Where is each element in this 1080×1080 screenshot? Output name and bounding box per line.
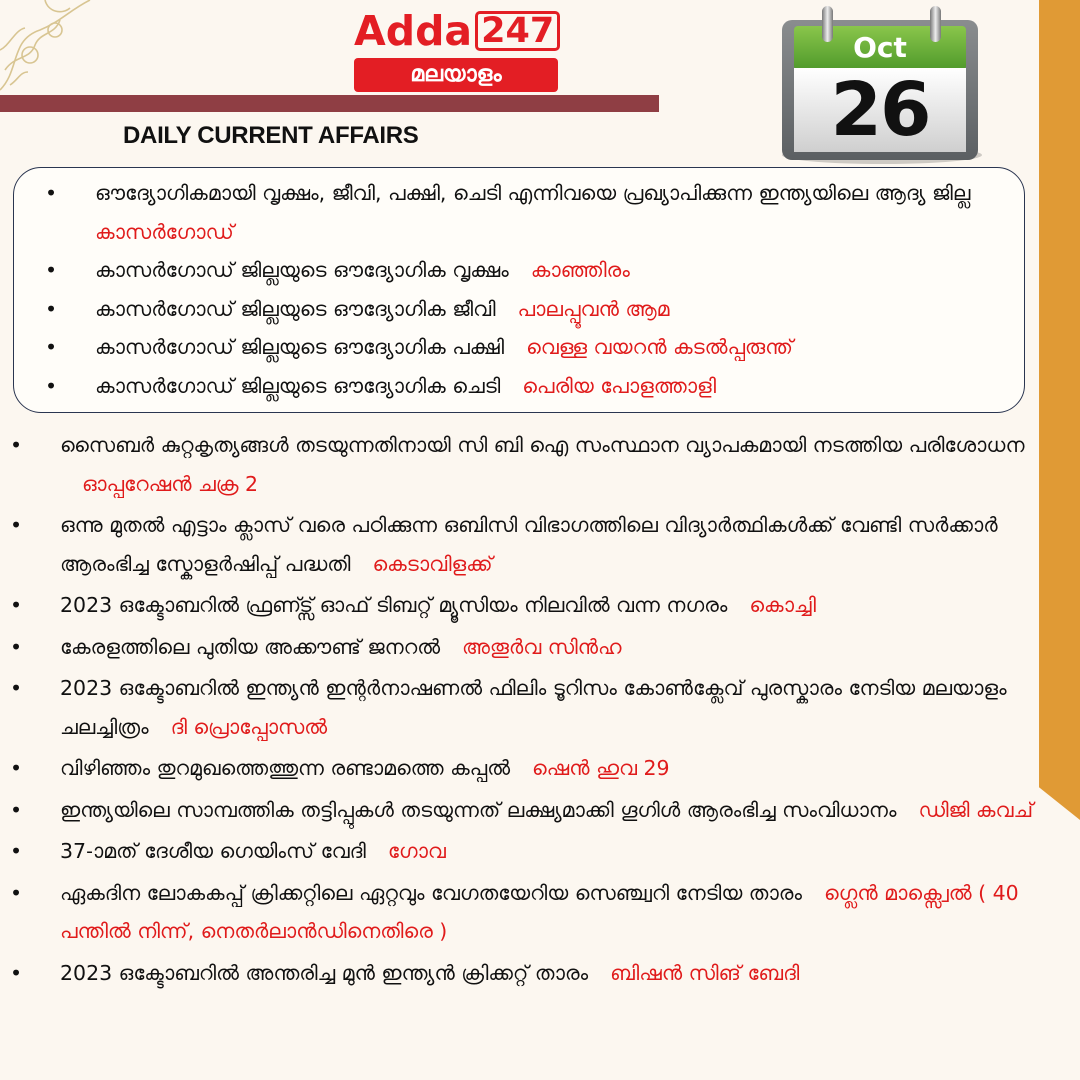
adda247-logo: [352, 8, 560, 92]
list-item: • 2023 ഒക്ടോബറിൽ ഫ്രണ്ട്സ് ഓഫ് ടിബറ്റ് മ്യൂസിയം നിലവിൽ വന്ന നഗരം കൊച്ചി: [10, 593, 816, 617]
answer: പെരിയ പോളത്താളി: [522, 373, 717, 398]
logo-language: മലയാളം: [354, 58, 558, 92]
calendar-icon: [778, 6, 983, 164]
list-item: • കാസർഗോഡ് ജില്ലയുടെ ഔദ്യോഗിക ജീവി പാലപ്പൂവൻ ആമ: [45, 296, 670, 321]
question: വിഴിഞ്ഞം തുറമുഖത്തെത്തുന്ന രണ്ടാമത്തെ കപ്പൽ: [60, 756, 511, 780]
answer: ഷെൻ ഹുവ 29: [532, 756, 670, 780]
list-item: • ഏകദിന ലോകകപ്പ് ക്രിക്കറ്റിലെ ഏറ്റവും വേഗതയേറിയ സെഞ്ച്വറി നേടിയ താരം ഗ്ലെൻ മാക്സ്വെൽ ( 40 പന്തിൽ നിന്ന്, നെതർലാൻഡിനെതിരെ ): [10, 880, 1019, 943]
main-list: [10, 426, 1035, 995]
list-item: • കാസർഗോഡ് ജില്ലയുടെ ഔദ്യോഗിക ചെടി പെരിയ പോളത്താളി: [45, 373, 717, 398]
question: കേരളത്തിലെ പുതിയ അക്കൗണ്ട് ജനറൽ: [60, 634, 441, 659]
side-stripe: [1039, 0, 1080, 820]
answer: വെള്ള വയറൻ കടൽപ്പരുന്ത്: [526, 335, 793, 359]
answer: പാലപ്പൂവൻ ആമ: [517, 296, 670, 321]
answer: ഓപ്പറേഷൻ ചക്ര 2: [82, 471, 259, 496]
header-bar: [0, 95, 659, 112]
question: സൈബർ കുറ്റകൃത്യങ്ങൾ തടയുന്നതിനായി സി ബി ഐ സംസ്ഥാന വ്യാപകമായി നടത്തിയ പരിശോധന: [60, 433, 1025, 457]
corner-ornament: [0, 0, 95, 95]
question: 2023 ഒക്ടോബറിൽ അന്തരിച്ച മുൻ ഇന്ത്യൻ ക്രിക്കറ്റ് താരം: [60, 960, 589, 985]
logo-number: 247: [475, 11, 560, 51]
question: കാസർഗോഡ് ജില്ലയുടെ ഔദ്യോഗിക ചെടി: [95, 373, 501, 398]
question: ഔദ്യോഗികമായി വൃക്ഷം, ജീവി, പക്ഷി, ചെടി എന്നിവയെ പ്രഖ്യാപിക്കുന്ന ഇന്ത്യയിലെ ആദ്യ ജില്ല: [95, 181, 971, 205]
list-item: • സൈബർ കുറ്റകൃത്യങ്ങൾ തടയുന്നതിനായി സി ബി ഐ സംസ്ഥാന വ്യാപകമായി നടത്തിയ പരിശോധനഓപ്പറേഷൻ ചക്ര 2: [10, 433, 1025, 496]
question: കാസർഗോഡ് ജില്ലയുടെ ഔദ്യോഗിക ജീവി: [95, 296, 496, 321]
list-item: • വിഴിഞ്ഞം തുറമുഖത്തെത്തുന്ന രണ്ടാമത്തെ കപ്പൽ ഷെൻ ഹുവ 29: [10, 756, 670, 780]
question: ഏകദിന ലോകകപ്പ് ക്രിക്കറ്റിലെ ഏറ്റവും വേഗതയേറിയ സെഞ്ച്വറി നേടിയ താരം: [60, 880, 802, 905]
logo-name: Adda: [354, 7, 473, 55]
answer: കെടാവിളക്ക്: [372, 551, 493, 576]
list-item: • ഒന്നു മുതൽ എട്ടാം ക്ലാസ് വരെ പഠിക്കുന്ന ഒബിസി വിഭാഗത്തിലെ വിദ്യാർത്ഥികൾക്ക് വേണ്ടി സർക്കാർ ആരംഭിച്ച സ്കോളർഷിപ്പ് പദ്ധതി കെടാവിളക്ക്: [10, 513, 998, 576]
answer: കാസർഗോഡ്: [95, 219, 234, 244]
question: ഒന്നു മുതൽ എട്ടാം ക്ലാസ് വരെ പഠിക്കുന്ന ഒബിസി വിഭാഗത്തിലെ വിദ്യാർത്ഥികൾക്ക് വേണ്ടി സർക്കാർ ആരംഭിച്ച സ്കോളർഷിപ്പ് പദ്ധതി: [60, 513, 998, 576]
question: കാസർഗോഡ് ജില്ലയുടെ ഔദ്യോഗിക പക്ഷി: [95, 335, 505, 359]
answer: അതൂർവ സിൻഹ: [462, 634, 622, 659]
answer: ദി പ്രൊപ്പോസൽ: [170, 714, 328, 739]
answer: ഗോവ: [387, 839, 446, 863]
question: കാസർഗോഡ് ജില്ലയുടെ ഔദ്യോഗിക വൃക്ഷം: [95, 258, 509, 282]
answer: കൊച്ചി: [749, 593, 816, 617]
answer: ബിഷൻ സിങ് ബേദി: [610, 960, 800, 985]
list-item: • 37-ാമത് ദേശീയ ഗെയിംസ് വേദി ഗോവ: [10, 839, 446, 863]
question: 2023 ഒക്ടോബറിൽ ഇന്ത്യൻ ഇന്റർനാഷണൽ ഫിലിം ടൂറിസം കോൺക്ലേവ് പുരസ്കാരം നേടിയ മലയാളം ചലച്ചിത്രം: [60, 676, 1007, 739]
list-item: • ഇന്ത്യയിലെ സാമ്പത്തിക തട്ടിപ്പുകൾ തടയുന്നത് ലക്ഷ്യമാക്കി ഗൂഗിൾ ആരംഭിച്ച സംവിധാനം ഡിജി കവച്: [10, 797, 1034, 822]
question: 2023 ഒക്ടോബറിൽ ഫ്രണ്ട്സ് ഓഫ് ടിബറ്റ് മ്യൂസിയം നിലവിൽ വന്ന നഗരം: [60, 593, 728, 617]
list-item: • കാസർഗോഡ് ജില്ലയുടെ ഔദ്യോഗിക പക്ഷി വെള്ള വയറൻ കടൽപ്പരുന്ത്: [45, 335, 793, 359]
list-item: • കേരളത്തിലെ പുതിയ അക്കൗണ്ട് ജനറൽ അതൂർവ സിൻഹ: [10, 634, 622, 659]
list-item: • 2023 ഒക്ടോബറിൽ ഇന്ത്യൻ ഇന്റർനാഷണൽ ഫിലിം ടൂറിസം കോൺക്ലേവ് പുരസ്കാരം നേടിയ മലയാളം ചലച്ചിത്രം ദി പ്രൊപ്പോസൽ: [10, 676, 1007, 739]
calendar-month: Oct: [794, 26, 966, 70]
list-item: • ഔദ്യോഗികമായി വൃക്ഷം, ജീവി, പക്ഷി, ചെടി എന്നിവയെ പ്രഖ്യാപിക്കുന്ന ഇന്ത്യയിലെ ആദ്യ ജില്ലകാസർഗോഡ്: [45, 181, 971, 244]
answer: ഗ്ലെൻ മാക്സ്വെൽ ( 40 പന്തിൽ നിന്ന്, നെതർലാൻഡിനെതിരെ ): [60, 880, 1019, 943]
list-item: • കാസർഗോഡ് ജില്ലയുടെ ഔദ്യോഗിക വൃക്ഷം കാഞ്ഞിരം: [45, 258, 630, 282]
question: ഇന്ത്യയിലെ സാമ്പത്തിക തട്ടിപ്പുകൾ തടയുന്നത് ലക്ഷ്യമാക്കി ഗൂഗിൾ ആരംഭിച്ച സംവിധാനം: [60, 797, 897, 822]
question: 37-ാമത് ദേശീയ ഗെയിംസ് വേദി: [60, 839, 366, 863]
page-title: DAILY CURRENT AFFAIRS: [123, 122, 419, 149]
answer: ഡിജി കവച്: [918, 797, 1034, 822]
list-item: • 2023 ഒക്ടോബറിൽ അന്തരിച്ച മുൻ ഇന്ത്യൻ ക്രിക്കറ്റ് താരം ബിഷൻ സിങ് ബേദി: [10, 960, 800, 985]
answer: കാഞ്ഞിരം: [530, 258, 630, 282]
box-list: [45, 174, 995, 405]
calendar-day: 26: [794, 68, 966, 152]
